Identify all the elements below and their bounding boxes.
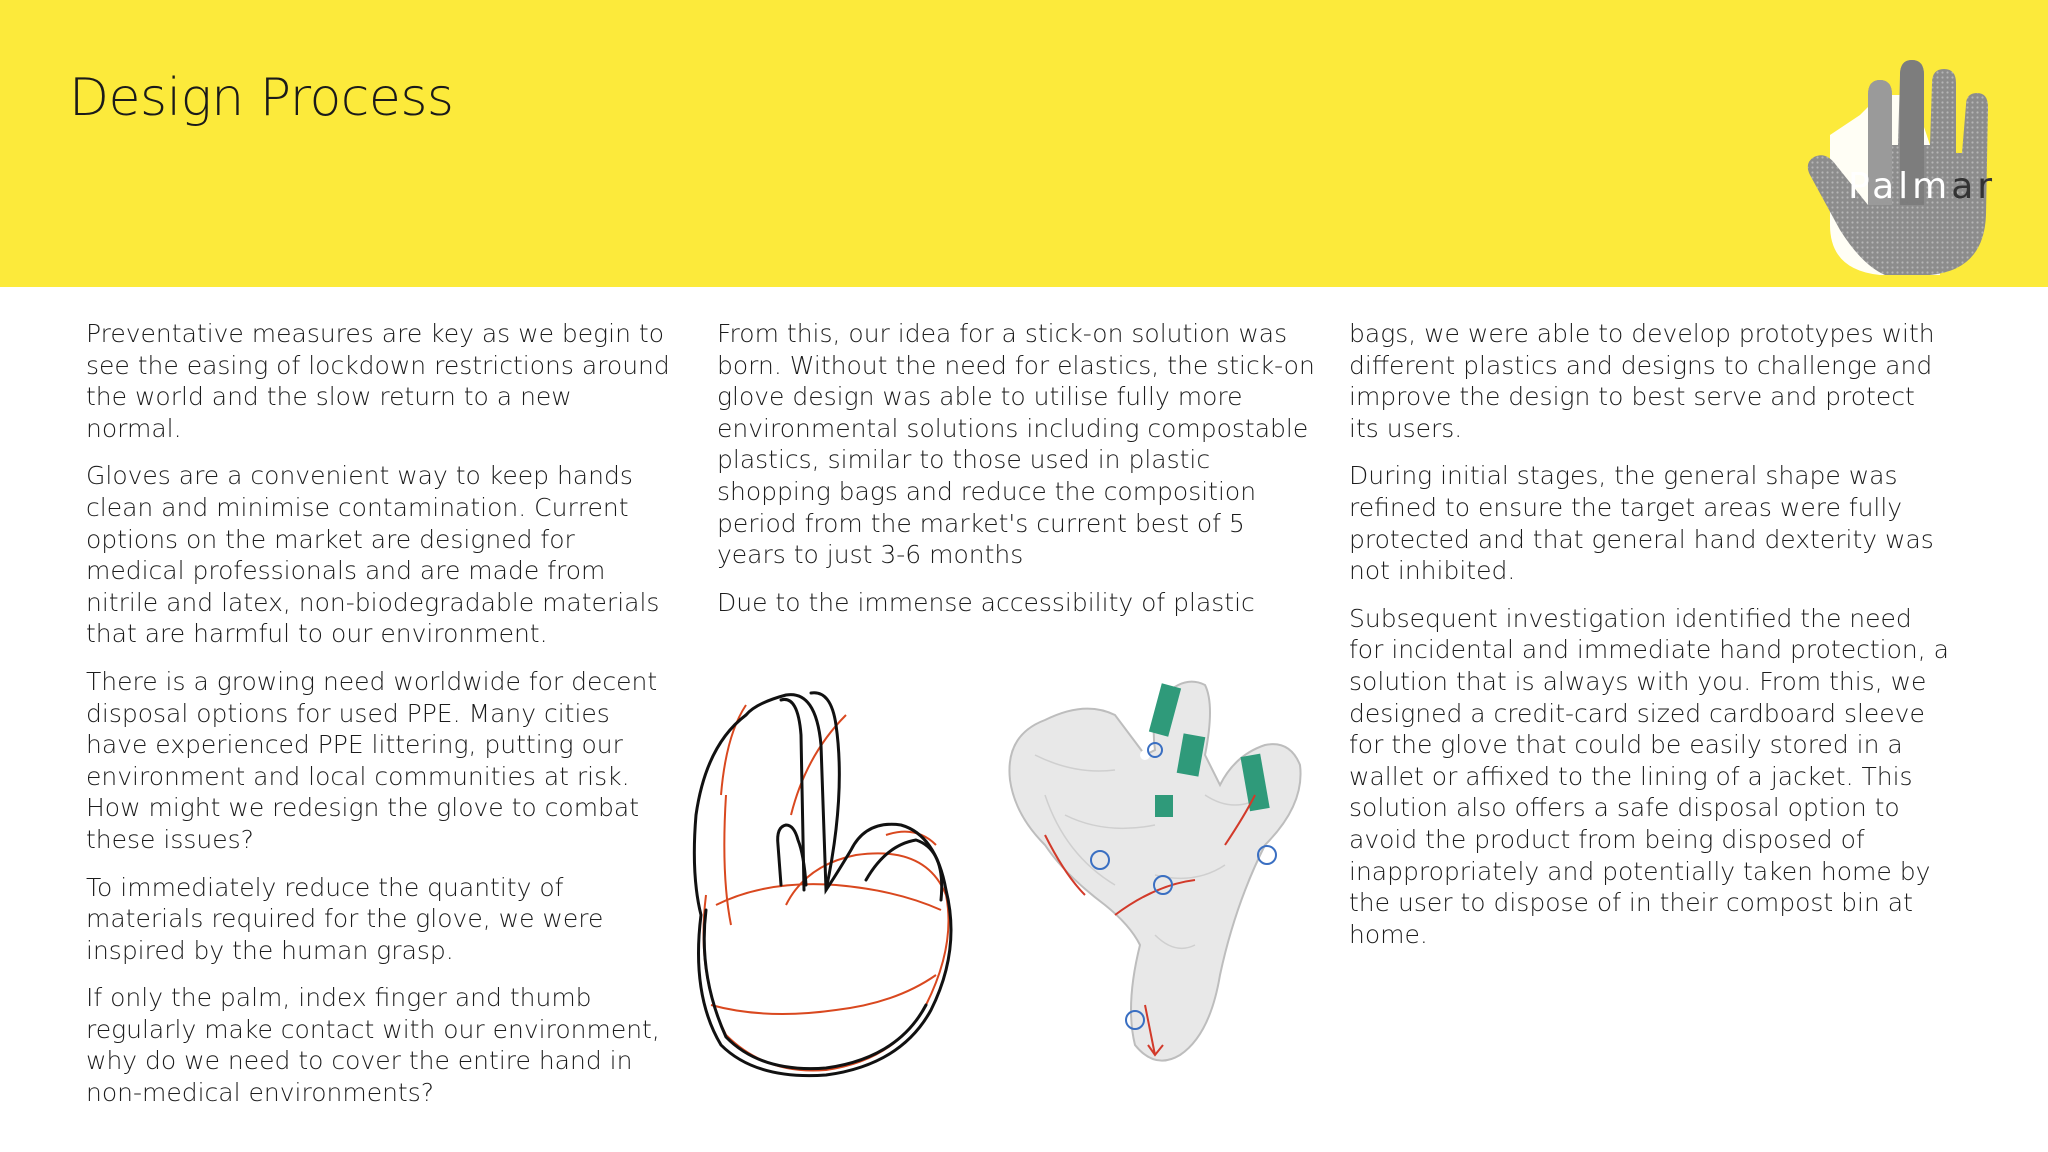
- paragraph: Gloves are a convenient way to keep hands clean and minimise contamination. Current options on the market are designed for medical professionals and are made from nitrile and latex, non-biodegradable materials that are harmful to our environment.: [86, 461, 660, 649]
- paragraph: From this, our idea for a stick-on solution was born. Without the need for elastics, the stick-on glove design was able to utilise fully more environmental solutions including compostable plastics, similar to those used in plastic shopping bags and reduce the composition period from the market's current best of 5 years to just 3-6 months: [717, 319, 1315, 570]
- logo-text-part1: Palm: [1848, 166, 1952, 207]
- text-column-1: [86, 318, 671, 1125]
- plastic-glove-prototype-image: [1005, 675, 1325, 1075]
- hand-icon: [1790, 55, 2010, 275]
- logo-text-part2: ar: [1951, 166, 1997, 207]
- header-banner: [0, 0, 2048, 287]
- text-column-2: [717, 318, 1317, 634]
- logo-wordmark: [1848, 166, 1996, 207]
- paragraph: There is a growing need worldwide for decent disposal options for used PPE. Many cities have experienced PPE littering, putting our environment and local communities at risk. How might we redesign the glove to combat these issues?: [86, 666, 658, 854]
- page-title: Design Process: [69, 68, 454, 128]
- paragraph: Preventative measures are key as we begin to see the easing of lockdown restrictions around the world and the slow return to a new normal.: [86, 319, 670, 443]
- text-column-3: [1349, 318, 1949, 966]
- glove-sketch-image: [686, 675, 986, 1085]
- paragraph: Due to the immense accessibility of plastic: [717, 587, 1255, 617]
- paragraph: bags, we were able to develop prototypes with different plastics and designs to challenge and improve the design to best serve and protect its users.: [1349, 319, 1935, 443]
- paragraph: To immediately reduce the quantity of materials required for the glove, we were inspired by the human grasp.: [86, 872, 604, 965]
- paragraph: During initial stages, the general shape was refined to ensure the target areas were fully protected and that general hand dexterity was not inhibited.: [1349, 461, 1934, 586]
- paragraph: If only the palm, index finger and thumb regularly make contact with our environment, why do we need to cover the entire hand in non-medical environments?: [86, 983, 660, 1108]
- paragraph: Subsequent investigation identified the need for incidental and immediate hand protection, a solution that is always with you. From this, we designed a credit-card sized cardboard sleeve for the glove that could be easily stored in a wallet or affixed to the lining of a jacket. This solution also offers a safe disposal option to avoid the product from being disposed of inappropriately and potentially taken home by the user to dispose of in their compost bin at home.: [1349, 603, 1949, 949]
